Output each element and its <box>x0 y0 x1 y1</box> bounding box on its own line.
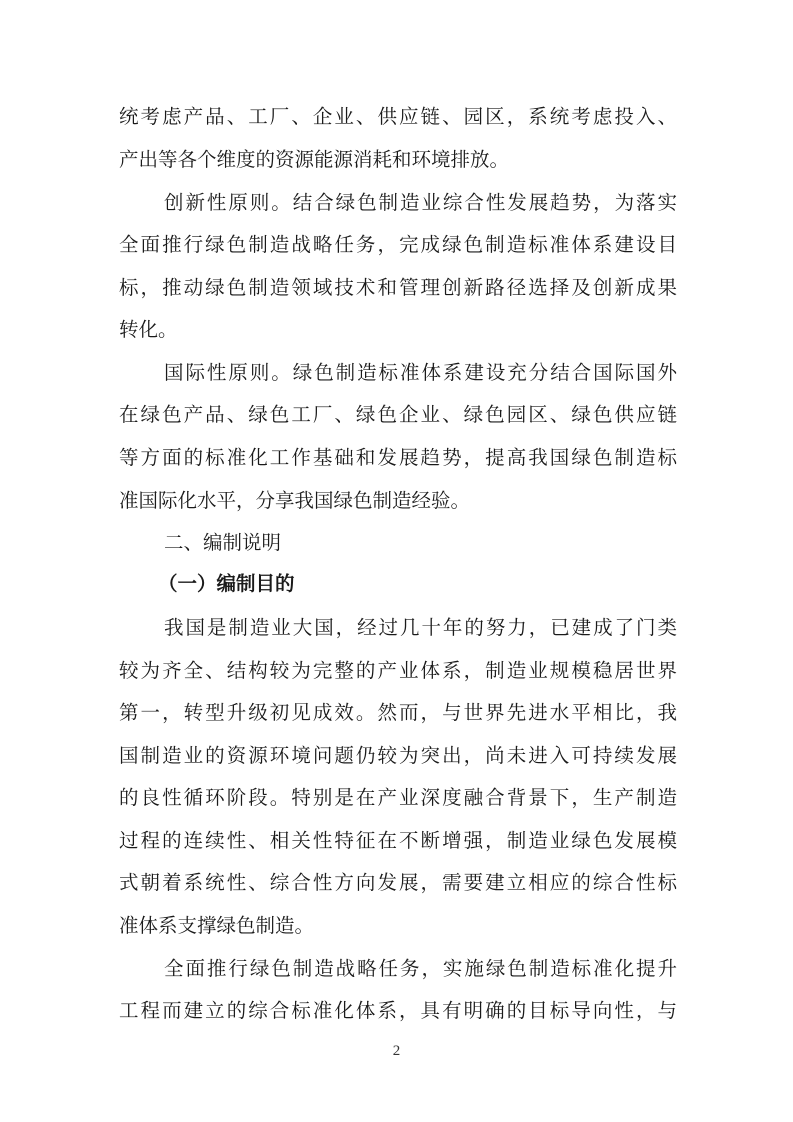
paragraph-innovation-start: 创新性原则。结合绿色制造业综合性发展趋势，为落实 <box>164 191 677 214</box>
body-line: 国制造业的资源环境问题仍较为突出，尚未进入可持续发展 <box>119 744 677 767</box>
section-heading: 二、编制说明 <box>164 531 282 554</box>
subsection-heading: （一）编制目的 <box>158 572 295 595</box>
body-line: 标，推动绿色制造领域技术和管理创新路径选择及创新成果 <box>119 276 677 299</box>
body-line: 产出等各个维度的资源能源消耗和环境排放。 <box>119 148 510 171</box>
body-line: 过程的连续性、相关性特征在不断增强，制造业绿色发展模 <box>119 829 677 852</box>
body-line: 较为齐全、结构较为完整的产业体系，制造业规模稳居世界 <box>119 659 677 682</box>
paragraph-purpose-start: 我国是制造业大国，经过几十年的努力，已建成了门类 <box>164 616 677 639</box>
body-line: 准体系支撑绿色制造。 <box>119 914 315 937</box>
body-line: 准国际化水平，分享我国绿色制造经验。 <box>119 489 471 512</box>
body-line: 工程而建立的综合标准化体系，具有明确的目标导向性，与 <box>119 999 677 1022</box>
body-line: 在绿色产品、绿色工厂、绿色企业、绿色园区、绿色供应链 <box>119 403 677 426</box>
page-number: 2 <box>392 1043 401 1059</box>
body-line: 统考虑产品、工厂、企业、供应链、园区，系统考虑投入、 <box>119 105 677 128</box>
body-line: 全面推行绿色制造战略任务，完成绿色制造标准体系建设目 <box>119 233 677 256</box>
body-line: 第一，转型升级初见成效。然而，与世界先进水平相比，我 <box>119 701 677 724</box>
body-line: 转化。 <box>119 318 178 341</box>
paragraph-international-start: 国际性原则。绿色制造标准体系建设充分结合国际国外 <box>164 361 677 384</box>
body-line: 的良性循环阶段。特别是在产业深度融合背景下，生产制造 <box>119 786 677 809</box>
body-line: 等方面的标准化工作基础和发展趋势，提高我国绿色制造标 <box>119 446 677 469</box>
body-line: 式朝着系统性、综合性方向发展，需要建立相应的综合性标 <box>119 871 677 894</box>
paragraph-overall-start: 全面推行绿色制造战略任务，实施绿色制造标准化提升 <box>164 957 677 980</box>
